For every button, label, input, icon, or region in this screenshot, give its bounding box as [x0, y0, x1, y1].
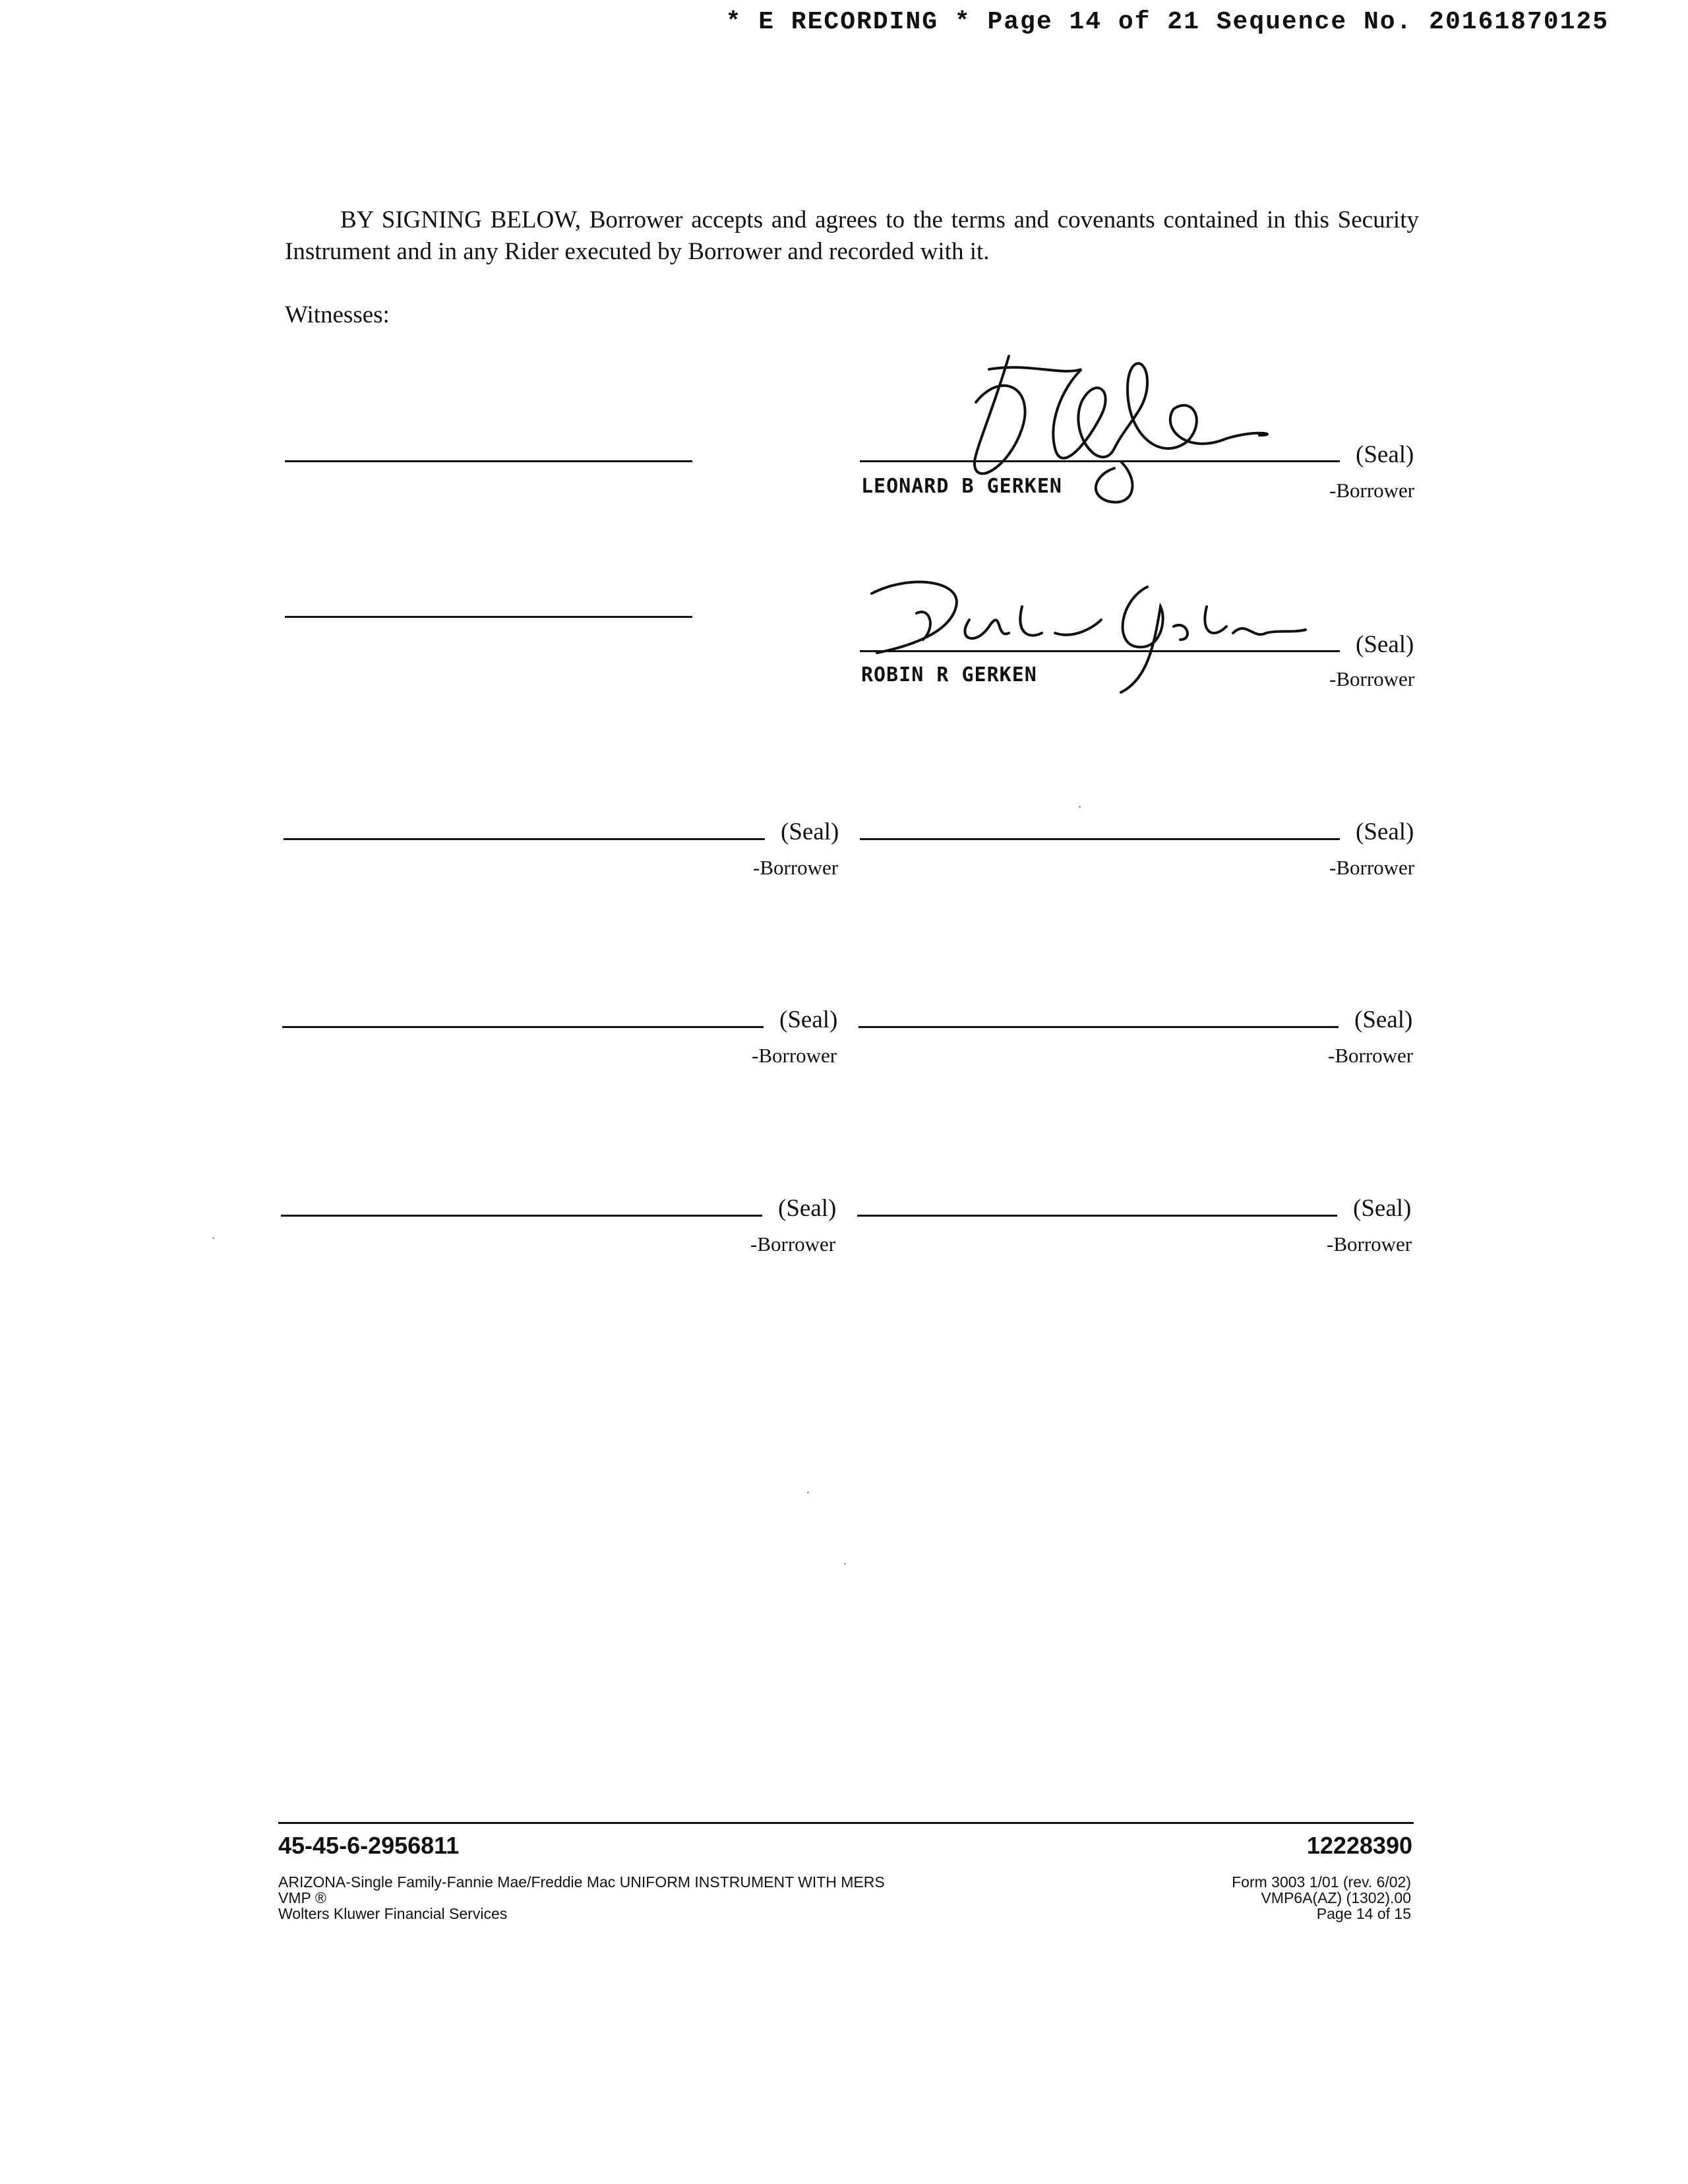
form-number: Form 3003 1/01 (rev. 6/02) [1232, 1873, 1411, 1891]
signature-line-2 [860, 650, 1340, 652]
recording-header: * E RECORDING * Page 14 of 21 Sequence No. 20161870125 [725, 8, 1609, 36]
document-number: 12228390 [1306, 1832, 1412, 1859]
scan-speck [212, 1237, 214, 1239]
loan-id: 45-45-6-2956811 [278, 1832, 460, 1859]
borrower-label: -Borrower [753, 856, 839, 879]
publisher: Wolters Kluwer Financial Services [278, 1905, 508, 1922]
vmp-mark: VMP ® [278, 1889, 326, 1906]
scan-speck [807, 1492, 809, 1494]
form-identifiers [1232, 1874, 1411, 1922]
blank-signature-line [857, 1215, 1337, 1217]
scan-speck [1079, 806, 1081, 808]
witness-signature-line-1 [285, 460, 692, 462]
borrower-label: -Borrower [752, 1044, 837, 1067]
borrower-label-1: -Borrower [1329, 479, 1415, 502]
signature-line-1 [860, 460, 1340, 462]
seal-label-2: (Seal) [1356, 631, 1414, 658]
borrower-label: -Borrower [1328, 1044, 1414, 1067]
blank-signature-line [859, 1026, 1339, 1028]
form-title: ARIZONA-Single Family-Fannie Mae/Freddie Mac UNIFORM INSTRUMENT WITH MERS [278, 1873, 885, 1891]
borrower-label: -Borrower [750, 1232, 836, 1256]
blank-signature-line [860, 838, 1340, 840]
blank-signature-line [284, 838, 765, 840]
signing-statement-text: BY SIGNING BELOW, Borrower accepts and agrees to the terms and covenants contained in this Security Instrument and in any Rider executed by Borrower and recorded with it. [285, 206, 1419, 265]
signer-name-2: ROBIN R GERKEN [861, 663, 1037, 686]
form-description [278, 1874, 885, 1922]
seal-label: (Seal) [778, 1195, 837, 1222]
blank-signature-line [282, 1026, 764, 1028]
page-indicator: Page 14 of 15 [1316, 1905, 1411, 1922]
witness-signature-line-2 [285, 616, 692, 618]
scan-speck [844, 1563, 846, 1565]
seal-label-1: (Seal) [1356, 441, 1414, 468]
seal-label: (Seal) [779, 1006, 838, 1033]
seal-label: (Seal) [1353, 1195, 1412, 1222]
borrower-label: -Borrower [1329, 856, 1415, 879]
witnesses-label: Witnesses: [285, 301, 390, 328]
vmp-code: VMP6A(AZ) (1302).00 [1261, 1889, 1411, 1906]
seal-label: (Seal) [1356, 818, 1414, 845]
seal-label: (Seal) [781, 818, 839, 845]
signer-name-1: LEONARD B GERKEN [861, 475, 1062, 498]
signing-statement [285, 204, 1419, 268]
borrower-label-2: -Borrower [1329, 667, 1415, 690]
blank-signature-line [281, 1215, 762, 1217]
seal-label: (Seal) [1354, 1006, 1413, 1033]
footer-rule [278, 1822, 1414, 1824]
borrower-label: -Borrower [1327, 1232, 1412, 1256]
